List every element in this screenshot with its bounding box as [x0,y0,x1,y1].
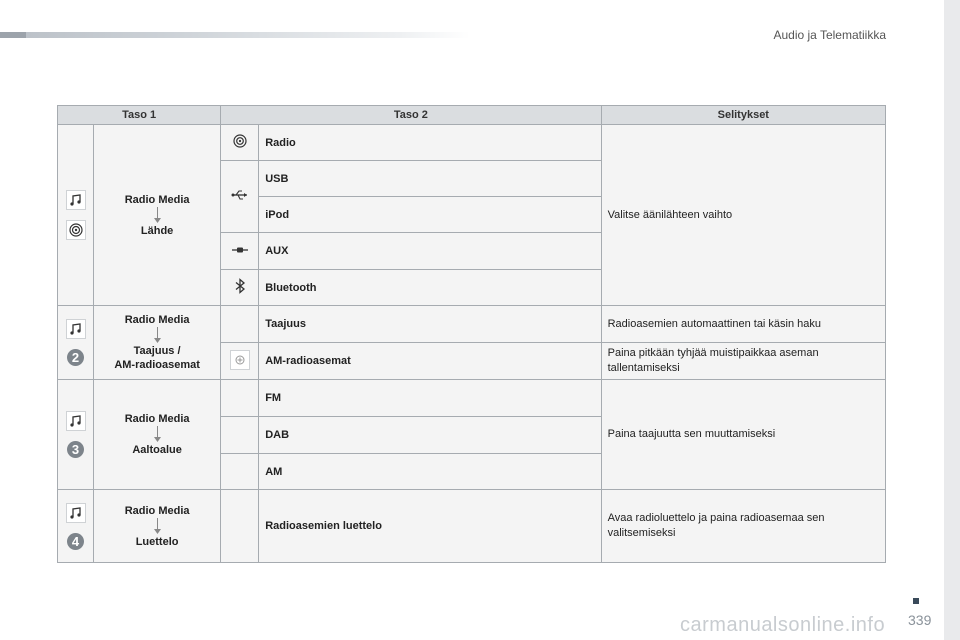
option-usb: USB [259,161,601,197]
empty-icon-cell [221,380,259,417]
bluetooth-icon-cell [221,270,259,306]
page-header-title: Audio ja Telematiikka [773,28,886,42]
arrow-down-icon [153,327,162,344]
group3-path [94,380,221,490]
table-row [58,380,886,417]
add-preset-icon [230,350,250,370]
group2-path [94,306,221,380]
option-am: AM [259,454,601,490]
radio-source-icon [66,220,86,240]
path-top-label: Radio Media [124,413,190,425]
path-top-label: Radio Media [124,314,190,326]
bluetooth-icon [234,278,246,294]
step-badge: 4 [67,533,84,550]
am-stations-description: Paina pitkään tyhjää muistipaikkaa aseman tallentamiseksi [601,343,885,380]
aux-icon [231,245,249,255]
header-bar-accent [0,32,26,38]
music-note-icon [66,190,86,210]
path-top-label: Radio Media [124,504,190,517]
group3-icons [58,380,94,490]
empty-icon-cell [221,454,259,490]
arrow-down-icon [153,207,162,224]
usb-icon [231,189,249,201]
page-number: 339 [908,612,932,628]
header-level-2: Taso 2 [221,106,601,125]
table-row [58,490,886,563]
option-ipod: iPod [259,197,601,233]
group4-description: Avaa radioluettelo ja paina radioasemaa sen valitsemiseksi [601,490,885,563]
empty-icon-cell [221,417,259,454]
option-station-list: Radioasemien luettelo [259,490,601,563]
group1-description: Valitse äänilähteen vaihto [601,125,885,306]
memory-icon-cell [221,343,259,380]
path-bottom-label: Aaltoalue [132,444,182,456]
header-explanations: Selitykset [601,106,885,125]
path-bottom-label: Luettelo [135,535,179,548]
group3-description: Paina taajuutta sen muuttamiseksi [601,380,885,490]
page-marker [913,598,919,604]
empty-icon-cell [221,490,259,563]
empty-icon-cell [221,306,259,343]
path-bottom-label: Taajuus / [133,345,181,357]
music-note-icon [66,411,86,431]
arrow-down-icon [153,518,162,535]
path-top-label: Radio Media [124,193,190,206]
music-note-icon [66,503,86,523]
group1-path [94,125,221,306]
option-am-stations: AM-radioasemat [259,343,601,380]
option-radio: Radio [259,125,601,161]
option-dab: DAB [259,417,601,454]
usb-icon-cell [221,161,259,233]
arrow-down-icon [153,426,162,443]
path-bottom-label: Lähde [140,224,174,237]
step-badge: 2 [67,349,84,366]
music-note-icon [66,319,86,339]
header-bar [0,32,470,38]
option-bluetooth: Bluetooth [259,270,601,306]
radio-icon [232,133,248,149]
option-frequency: Taajuus [259,306,601,343]
page-edge [944,0,960,640]
step-badge: 3 [67,441,84,458]
group4-icons [58,490,94,563]
header-level-1: Taso 1 [58,106,221,125]
table-header-row [58,106,886,125]
watermark: carmanualsonline.info [680,614,886,636]
settings-table [57,105,886,563]
group4-path [94,490,221,563]
frequency-description: Radioasemien automaattinen tai käsin haku [601,306,885,343]
radio-icon-cell [221,125,259,161]
table-row [58,125,886,161]
table-row [58,306,886,343]
group1-icons [58,125,94,306]
option-aux: AUX [259,233,601,270]
option-fm: FM [259,380,601,417]
path-bottom-label-2: AM-radioasemat [114,359,200,371]
aux-icon-cell [221,233,259,270]
group2-icons [58,306,94,380]
